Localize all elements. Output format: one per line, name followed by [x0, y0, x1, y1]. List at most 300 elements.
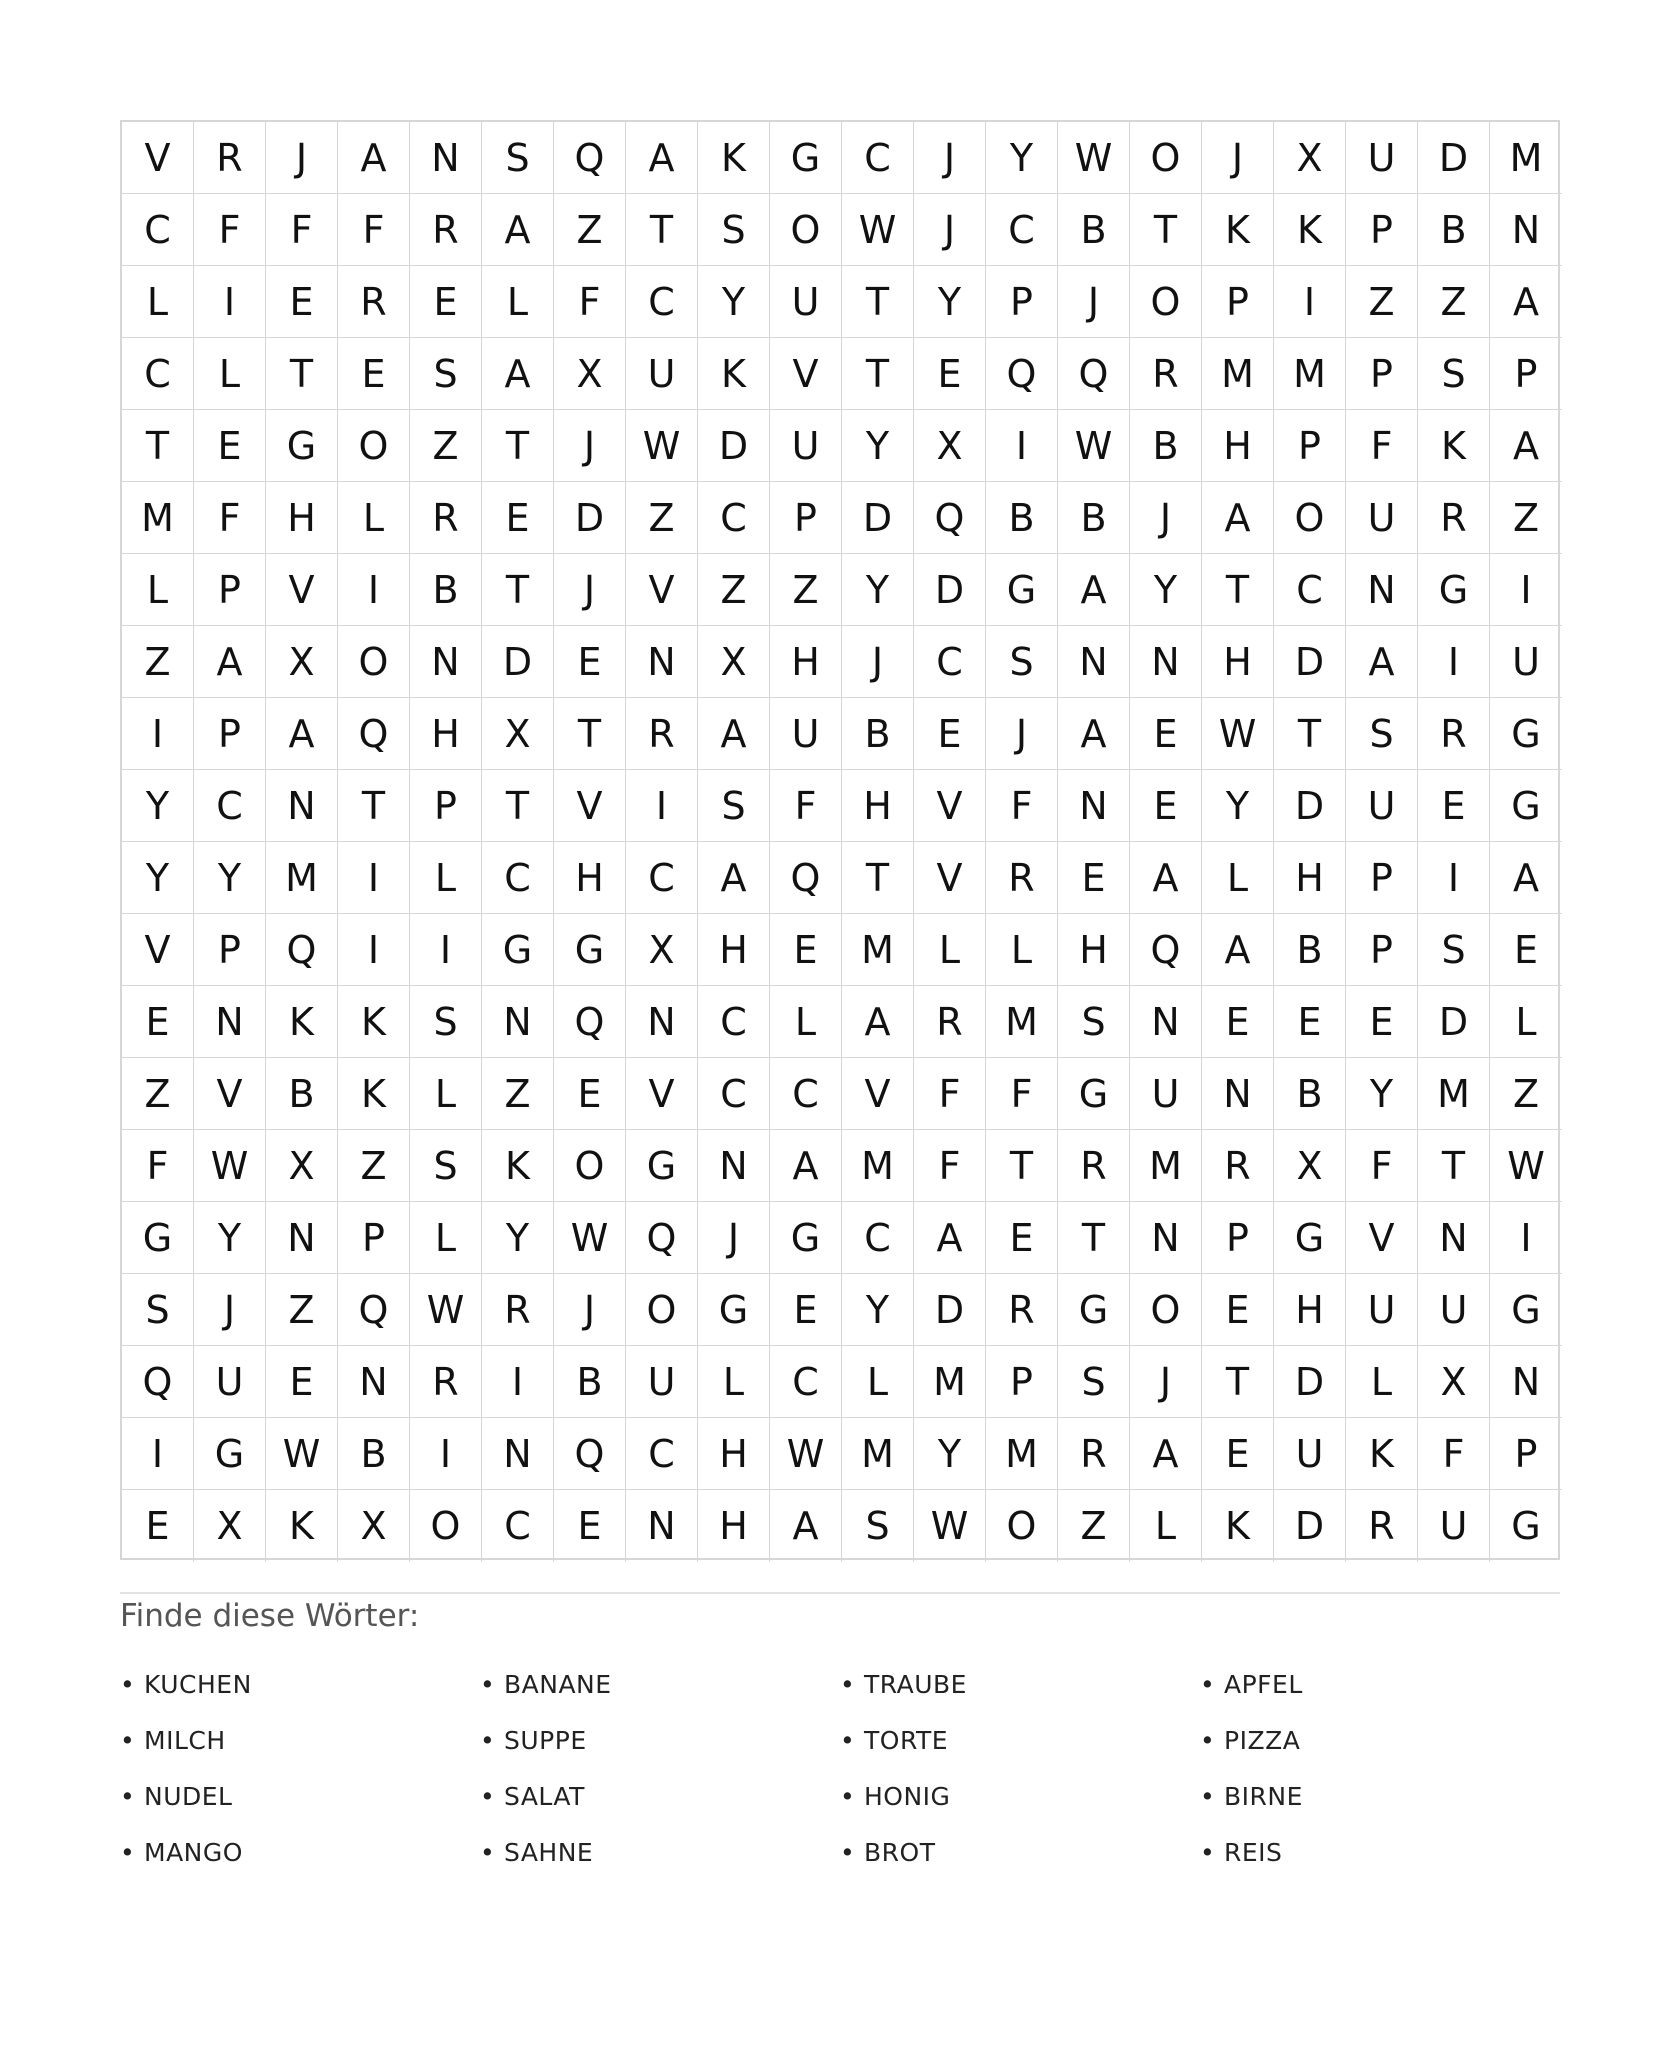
grid-cell[interactable]: L: [410, 1202, 482, 1274]
grid-cell[interactable]: A: [1490, 842, 1562, 914]
grid-cell[interactable]: F: [266, 194, 338, 266]
grid-cell[interactable]: V: [1346, 1202, 1418, 1274]
grid-cell[interactable]: V: [770, 338, 842, 410]
grid-cell[interactable]: B: [338, 1418, 410, 1490]
grid-cell[interactable]: O: [1130, 1274, 1202, 1346]
grid-cell[interactable]: C: [122, 338, 194, 410]
grid-cell[interactable]: P: [986, 1346, 1058, 1418]
grid-cell[interactable]: Y: [122, 842, 194, 914]
grid-cell[interactable]: B: [554, 1346, 626, 1418]
grid-cell[interactable]: R: [1202, 1130, 1274, 1202]
grid-cell[interactable]: Z: [1346, 266, 1418, 338]
grid-cell[interactable]: S: [698, 770, 770, 842]
grid-cell[interactable]: N: [482, 1418, 554, 1490]
grid-cell[interactable]: R: [986, 842, 1058, 914]
grid-cell[interactable]: T: [1418, 1130, 1490, 1202]
grid-cell[interactable]: E: [770, 1274, 842, 1346]
grid-cell[interactable]: C: [986, 194, 1058, 266]
grid-cell[interactable]: G: [1490, 698, 1562, 770]
grid-cell[interactable]: T: [1274, 698, 1346, 770]
grid-cell[interactable]: S: [410, 1130, 482, 1202]
grid-cell[interactable]: Q: [1058, 338, 1130, 410]
grid-cell[interactable]: Z: [554, 194, 626, 266]
grid-cell[interactable]: H: [1274, 1274, 1346, 1346]
grid-cell[interactable]: B: [1274, 914, 1346, 986]
grid-cell[interactable]: Q: [914, 482, 986, 554]
grid-cell[interactable]: Z: [1418, 266, 1490, 338]
grid-cell[interactable]: R: [1058, 1130, 1130, 1202]
grid-cell[interactable]: L: [482, 266, 554, 338]
grid-cell[interactable]: E: [986, 1202, 1058, 1274]
grid-cell[interactable]: P: [1202, 266, 1274, 338]
grid-cell[interactable]: L: [410, 1058, 482, 1130]
grid-cell[interactable]: A: [1490, 266, 1562, 338]
grid-cell[interactable]: N: [410, 626, 482, 698]
grid-cell[interactable]: V: [914, 842, 986, 914]
grid-cell[interactable]: R: [1058, 1418, 1130, 1490]
grid-cell[interactable]: E: [1490, 914, 1562, 986]
grid-cell[interactable]: B: [1274, 1058, 1346, 1130]
grid-cell[interactable]: J: [698, 1202, 770, 1274]
grid-cell[interactable]: A: [698, 698, 770, 770]
grid-cell[interactable]: W: [266, 1418, 338, 1490]
grid-cell[interactable]: O: [554, 1130, 626, 1202]
grid-cell[interactable]: Q: [554, 1418, 626, 1490]
grid-cell[interactable]: E: [554, 626, 626, 698]
grid-cell[interactable]: U: [1346, 122, 1418, 194]
grid-cell[interactable]: R: [482, 1274, 554, 1346]
grid-cell[interactable]: R: [986, 1274, 1058, 1346]
grid-cell[interactable]: J: [1058, 266, 1130, 338]
grid-cell[interactable]: N: [1490, 1346, 1562, 1418]
grid-cell[interactable]: I: [410, 1418, 482, 1490]
grid-cell[interactable]: D: [842, 482, 914, 554]
grid-cell[interactable]: C: [626, 1418, 698, 1490]
grid-cell[interactable]: Z: [338, 1130, 410, 1202]
grid-cell[interactable]: E: [770, 914, 842, 986]
grid-cell[interactable]: F: [194, 194, 266, 266]
grid-cell[interactable]: Z: [122, 1058, 194, 1130]
grid-cell[interactable]: S: [410, 986, 482, 1058]
grid-cell[interactable]: V: [626, 554, 698, 626]
grid-cell[interactable]: L: [698, 1346, 770, 1418]
grid-cell[interactable]: E: [1202, 1274, 1274, 1346]
grid-cell[interactable]: Y: [842, 1274, 914, 1346]
grid-cell[interactable]: D: [1418, 986, 1490, 1058]
grid-cell[interactable]: X: [698, 626, 770, 698]
grid-cell[interactable]: E: [1130, 698, 1202, 770]
grid-cell[interactable]: Z: [770, 554, 842, 626]
grid-cell[interactable]: T: [1202, 1346, 1274, 1418]
grid-cell[interactable]: P: [194, 554, 266, 626]
grid-cell[interactable]: T: [1202, 554, 1274, 626]
grid-cell[interactable]: D: [1274, 1346, 1346, 1418]
grid-cell[interactable]: I: [122, 1418, 194, 1490]
grid-cell[interactable]: U: [1346, 482, 1418, 554]
grid-cell[interactable]: L: [1130, 1490, 1202, 1562]
grid-cell[interactable]: C: [194, 770, 266, 842]
grid-cell[interactable]: S: [482, 122, 554, 194]
grid-cell[interactable]: M: [842, 1418, 914, 1490]
grid-cell[interactable]: P: [770, 482, 842, 554]
grid-cell[interactable]: I: [122, 698, 194, 770]
grid-cell[interactable]: U: [194, 1346, 266, 1418]
grid-cell[interactable]: A: [770, 1130, 842, 1202]
grid-cell[interactable]: T: [122, 410, 194, 482]
grid-cell[interactable]: Y: [842, 554, 914, 626]
grid-cell[interactable]: A: [1202, 914, 1274, 986]
grid-cell[interactable]: X: [914, 410, 986, 482]
grid-cell[interactable]: G: [986, 554, 1058, 626]
grid-cell[interactable]: T: [626, 194, 698, 266]
grid-cell[interactable]: U: [626, 338, 698, 410]
grid-cell[interactable]: M: [986, 1418, 1058, 1490]
grid-cell[interactable]: E: [1274, 986, 1346, 1058]
grid-cell[interactable]: L: [842, 1346, 914, 1418]
grid-cell[interactable]: G: [122, 1202, 194, 1274]
grid-cell[interactable]: Q: [1130, 914, 1202, 986]
grid-cell[interactable]: Q: [626, 1202, 698, 1274]
grid-cell[interactable]: B: [1130, 410, 1202, 482]
grid-cell[interactable]: G: [194, 1418, 266, 1490]
grid-cell[interactable]: Z: [482, 1058, 554, 1130]
grid-cell[interactable]: F: [986, 770, 1058, 842]
grid-cell[interactable]: S: [986, 626, 1058, 698]
grid-cell[interactable]: K: [482, 1130, 554, 1202]
grid-cell[interactable]: G: [770, 1202, 842, 1274]
grid-cell[interactable]: K: [266, 986, 338, 1058]
grid-cell[interactable]: A: [482, 194, 554, 266]
grid-cell[interactable]: H: [266, 482, 338, 554]
grid-cell[interactable]: P: [1274, 410, 1346, 482]
grid-cell[interactable]: H: [1274, 842, 1346, 914]
grid-cell[interactable]: G: [554, 914, 626, 986]
grid-cell[interactable]: E: [122, 1490, 194, 1562]
grid-cell[interactable]: H: [698, 1490, 770, 1562]
grid-cell[interactable]: P: [1346, 914, 1418, 986]
grid-cell[interactable]: J: [554, 1274, 626, 1346]
grid-cell[interactable]: S: [1058, 986, 1130, 1058]
grid-cell[interactable]: U: [770, 410, 842, 482]
grid-cell[interactable]: T: [266, 338, 338, 410]
grid-cell[interactable]: S: [410, 338, 482, 410]
grid-cell[interactable]: M: [1202, 338, 1274, 410]
grid-cell[interactable]: C: [842, 122, 914, 194]
grid-cell[interactable]: T: [338, 770, 410, 842]
grid-cell[interactable]: A: [770, 1490, 842, 1562]
grid-cell[interactable]: J: [914, 194, 986, 266]
grid-cell[interactable]: D: [1274, 626, 1346, 698]
grid-cell[interactable]: X: [338, 1490, 410, 1562]
grid-cell[interactable]: O: [770, 194, 842, 266]
grid-cell[interactable]: G: [1058, 1058, 1130, 1130]
grid-cell[interactable]: L: [770, 986, 842, 1058]
grid-cell[interactable]: V: [914, 770, 986, 842]
grid-cell[interactable]: A: [338, 122, 410, 194]
grid-cell[interactable]: H: [842, 770, 914, 842]
grid-cell[interactable]: C: [698, 986, 770, 1058]
grid-cell[interactable]: R: [1130, 338, 1202, 410]
grid-cell[interactable]: M: [1418, 1058, 1490, 1130]
grid-cell[interactable]: N: [1130, 626, 1202, 698]
grid-cell[interactable]: A: [266, 698, 338, 770]
grid-cell[interactable]: P: [1346, 842, 1418, 914]
grid-cell[interactable]: P: [1346, 194, 1418, 266]
grid-cell[interactable]: K: [266, 1490, 338, 1562]
grid-cell[interactable]: E: [482, 482, 554, 554]
grid-cell[interactable]: Q: [338, 698, 410, 770]
grid-cell[interactable]: D: [554, 482, 626, 554]
grid-cell[interactable]: N: [266, 770, 338, 842]
grid-cell[interactable]: W: [1058, 122, 1130, 194]
grid-cell[interactable]: C: [770, 1346, 842, 1418]
grid-cell[interactable]: E: [554, 1490, 626, 1562]
grid-cell[interactable]: O: [338, 626, 410, 698]
grid-cell[interactable]: R: [1418, 698, 1490, 770]
grid-cell[interactable]: Z: [1058, 1490, 1130, 1562]
grid-cell[interactable]: Y: [482, 1202, 554, 1274]
grid-cell[interactable]: Y: [122, 770, 194, 842]
grid-cell[interactable]: T: [482, 410, 554, 482]
grid-cell[interactable]: C: [122, 194, 194, 266]
grid-cell[interactable]: K: [698, 338, 770, 410]
grid-cell[interactable]: I: [1418, 842, 1490, 914]
grid-cell[interactable]: R: [410, 1346, 482, 1418]
grid-cell[interactable]: Q: [554, 986, 626, 1058]
grid-cell[interactable]: F: [770, 770, 842, 842]
grid-cell[interactable]: J: [194, 1274, 266, 1346]
grid-cell[interactable]: T: [1058, 1202, 1130, 1274]
grid-cell[interactable]: R: [410, 194, 482, 266]
grid-cell[interactable]: A: [482, 338, 554, 410]
grid-cell[interactable]: L: [986, 914, 1058, 986]
grid-cell[interactable]: Z: [626, 482, 698, 554]
grid-cell[interactable]: I: [338, 554, 410, 626]
grid-cell[interactable]: U: [1418, 1274, 1490, 1346]
grid-cell[interactable]: G: [770, 122, 842, 194]
grid-cell[interactable]: K: [338, 986, 410, 1058]
grid-cell[interactable]: S: [698, 194, 770, 266]
grid-cell[interactable]: Q: [554, 122, 626, 194]
grid-cell[interactable]: M: [122, 482, 194, 554]
grid-cell[interactable]: U: [1274, 1418, 1346, 1490]
grid-cell[interactable]: L: [1490, 986, 1562, 1058]
grid-cell[interactable]: C: [770, 1058, 842, 1130]
grid-cell[interactable]: G: [626, 1130, 698, 1202]
grid-cell[interactable]: D: [1274, 770, 1346, 842]
grid-cell[interactable]: X: [482, 698, 554, 770]
grid-cell[interactable]: G: [482, 914, 554, 986]
grid-cell[interactable]: V: [194, 1058, 266, 1130]
grid-cell[interactable]: H: [770, 626, 842, 698]
grid-cell[interactable]: L: [1202, 842, 1274, 914]
grid-cell[interactable]: W: [194, 1130, 266, 1202]
grid-cell[interactable]: S: [1058, 1346, 1130, 1418]
grid-cell[interactable]: Y: [914, 1418, 986, 1490]
grid-cell[interactable]: X: [266, 626, 338, 698]
grid-cell[interactable]: E: [914, 698, 986, 770]
grid-cell[interactable]: T: [554, 698, 626, 770]
grid-cell[interactable]: Y: [1130, 554, 1202, 626]
grid-cell[interactable]: G: [698, 1274, 770, 1346]
grid-cell[interactable]: R: [338, 266, 410, 338]
grid-cell[interactable]: C: [626, 842, 698, 914]
grid-cell[interactable]: Y: [698, 266, 770, 338]
grid-cell[interactable]: D: [1274, 1490, 1346, 1562]
grid-cell[interactable]: U: [1346, 770, 1418, 842]
grid-cell[interactable]: T: [482, 554, 554, 626]
grid-cell[interactable]: I: [338, 842, 410, 914]
grid-cell[interactable]: R: [1418, 482, 1490, 554]
grid-cell[interactable]: J: [842, 626, 914, 698]
grid-cell[interactable]: A: [1130, 842, 1202, 914]
grid-cell[interactable]: H: [1202, 626, 1274, 698]
grid-cell[interactable]: F: [1346, 410, 1418, 482]
grid-cell[interactable]: H: [410, 698, 482, 770]
grid-cell[interactable]: P: [1346, 338, 1418, 410]
grid-cell[interactable]: A: [1058, 554, 1130, 626]
grid-cell[interactable]: T: [1130, 194, 1202, 266]
grid-cell[interactable]: H: [698, 1418, 770, 1490]
grid-cell[interactable]: E: [266, 1346, 338, 1418]
grid-cell[interactable]: T: [842, 842, 914, 914]
grid-cell[interactable]: K: [1346, 1418, 1418, 1490]
grid-cell[interactable]: Z: [698, 554, 770, 626]
grid-cell[interactable]: P: [1202, 1202, 1274, 1274]
grid-cell[interactable]: U: [626, 1346, 698, 1418]
grid-cell[interactable]: W: [1490, 1130, 1562, 1202]
grid-cell[interactable]: R: [626, 698, 698, 770]
grid-cell[interactable]: F: [914, 1058, 986, 1130]
grid-cell[interactable]: A: [914, 1202, 986, 1274]
grid-cell[interactable]: N: [698, 1130, 770, 1202]
grid-cell[interactable]: F: [554, 266, 626, 338]
grid-cell[interactable]: F: [1346, 1130, 1418, 1202]
grid-cell[interactable]: C: [842, 1202, 914, 1274]
grid-cell[interactable]: V: [626, 1058, 698, 1130]
grid-cell[interactable]: F: [122, 1130, 194, 1202]
grid-cell[interactable]: S: [1418, 338, 1490, 410]
grid-cell[interactable]: U: [1130, 1058, 1202, 1130]
grid-cell[interactable]: J: [1202, 122, 1274, 194]
grid-cell[interactable]: X: [1274, 122, 1346, 194]
grid-cell[interactable]: U: [1346, 1274, 1418, 1346]
grid-cell[interactable]: C: [1274, 554, 1346, 626]
grid-cell[interactable]: N: [626, 626, 698, 698]
grid-cell[interactable]: O: [410, 1490, 482, 1562]
grid-cell[interactable]: S: [1418, 914, 1490, 986]
grid-cell[interactable]: D: [482, 626, 554, 698]
grid-cell[interactable]: I: [482, 1346, 554, 1418]
grid-cell[interactable]: L: [914, 914, 986, 986]
grid-cell[interactable]: J: [266, 122, 338, 194]
grid-cell[interactable]: S: [122, 1274, 194, 1346]
grid-cell[interactable]: T: [986, 1130, 1058, 1202]
grid-cell[interactable]: A: [698, 842, 770, 914]
grid-cell[interactable]: O: [1274, 482, 1346, 554]
grid-cell[interactable]: N: [410, 122, 482, 194]
grid-cell[interactable]: M: [266, 842, 338, 914]
grid-cell[interactable]: V: [122, 122, 194, 194]
grid-cell[interactable]: J: [1130, 482, 1202, 554]
grid-cell[interactable]: N: [626, 986, 698, 1058]
grid-cell[interactable]: O: [338, 410, 410, 482]
grid-cell[interactable]: R: [194, 122, 266, 194]
grid-cell[interactable]: J: [1130, 1346, 1202, 1418]
grid-cell[interactable]: J: [554, 554, 626, 626]
grid-cell[interactable]: F: [194, 482, 266, 554]
grid-cell[interactable]: G: [1490, 770, 1562, 842]
grid-cell[interactable]: B: [1058, 194, 1130, 266]
grid-cell[interactable]: I: [1490, 1202, 1562, 1274]
grid-cell[interactable]: P: [338, 1202, 410, 1274]
grid-cell[interactable]: I: [986, 410, 1058, 482]
grid-cell[interactable]: Q: [986, 338, 1058, 410]
grid-cell[interactable]: N: [194, 986, 266, 1058]
grid-cell[interactable]: I: [626, 770, 698, 842]
grid-cell[interactable]: M: [842, 914, 914, 986]
grid-cell[interactable]: G: [1490, 1274, 1562, 1346]
grid-cell[interactable]: A: [194, 626, 266, 698]
grid-cell[interactable]: I: [1418, 626, 1490, 698]
grid-cell[interactable]: M: [986, 986, 1058, 1058]
grid-cell[interactable]: Q: [338, 1274, 410, 1346]
grid-cell[interactable]: H: [1058, 914, 1130, 986]
grid-cell[interactable]: V: [266, 554, 338, 626]
grid-cell[interactable]: H: [1202, 410, 1274, 482]
grid-cell[interactable]: O: [626, 1274, 698, 1346]
grid-cell[interactable]: W: [842, 194, 914, 266]
grid-cell[interactable]: M: [842, 1130, 914, 1202]
grid-cell[interactable]: E: [1202, 986, 1274, 1058]
grid-cell[interactable]: D: [914, 1274, 986, 1346]
grid-cell[interactable]: P: [194, 698, 266, 770]
grid-cell[interactable]: Q: [266, 914, 338, 986]
grid-cell[interactable]: N: [1130, 1202, 1202, 1274]
grid-cell[interactable]: X: [266, 1130, 338, 1202]
grid-cell[interactable]: B: [842, 698, 914, 770]
grid-cell[interactable]: W: [770, 1418, 842, 1490]
grid-cell[interactable]: G: [266, 410, 338, 482]
grid-cell[interactable]: K: [338, 1058, 410, 1130]
grid-cell[interactable]: K: [1274, 194, 1346, 266]
grid-cell[interactable]: A: [1202, 482, 1274, 554]
grid-cell[interactable]: K: [698, 122, 770, 194]
grid-cell[interactable]: E: [1346, 986, 1418, 1058]
grid-cell[interactable]: G: [1274, 1202, 1346, 1274]
grid-cell[interactable]: C: [482, 842, 554, 914]
grid-cell[interactable]: H: [554, 842, 626, 914]
grid-cell[interactable]: W: [554, 1202, 626, 1274]
grid-cell[interactable]: P: [194, 914, 266, 986]
grid-cell[interactable]: Z: [122, 626, 194, 698]
grid-cell[interactable]: Y: [842, 410, 914, 482]
grid-cell[interactable]: V: [842, 1058, 914, 1130]
grid-cell[interactable]: Q: [122, 1346, 194, 1418]
grid-cell[interactable]: N: [1202, 1058, 1274, 1130]
grid-cell[interactable]: M: [914, 1346, 986, 1418]
grid-cell[interactable]: X: [626, 914, 698, 986]
grid-cell[interactable]: J: [986, 698, 1058, 770]
grid-cell[interactable]: E: [338, 338, 410, 410]
grid-cell[interactable]: V: [554, 770, 626, 842]
grid-cell[interactable]: O: [1130, 266, 1202, 338]
grid-cell[interactable]: Y: [986, 122, 1058, 194]
grid-cell[interactable]: Z: [266, 1274, 338, 1346]
grid-cell[interactable]: W: [914, 1490, 986, 1562]
grid-cell[interactable]: P: [410, 770, 482, 842]
grid-cell[interactable]: K: [1418, 410, 1490, 482]
